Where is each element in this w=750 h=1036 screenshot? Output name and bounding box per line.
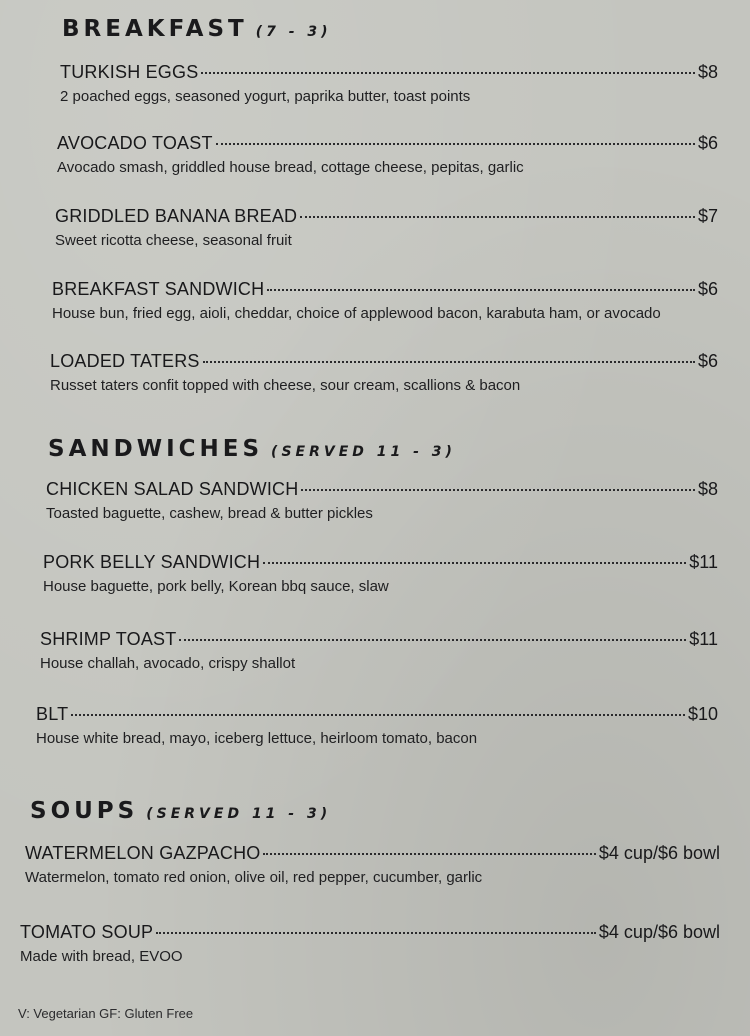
- section-hours: (SERVED 11 - 3): [146, 806, 332, 822]
- menu-item-watermelon-gazpacho: [25, 843, 720, 886]
- item-name: TOMATO SOUP: [20, 922, 154, 942]
- item-description: House baguette, pork belly, Korean bbq sauce, slaw: [43, 578, 389, 595]
- menu-item-pork-belly-sandwich: [43, 552, 718, 595]
- dotted-leader: [263, 852, 595, 855]
- section-heading-breakfast: [62, 16, 332, 42]
- section-title: SANDWICHES: [48, 436, 264, 462]
- item-price: $11: [689, 552, 718, 572]
- item-price: $4 cup/$6 bowl: [598, 843, 720, 863]
- dotted-leader: [71, 713, 685, 716]
- section-hours: (7 - 3): [255, 24, 332, 40]
- dotted-leader: [201, 71, 695, 74]
- dietary-legend: V: Vegetarian GF: Gluten Free: [18, 1006, 194, 1021]
- section-heading-sandwiches: [48, 436, 456, 462]
- menu-item-loaded-taters: [50, 351, 718, 394]
- item-name: BLT: [36, 704, 69, 724]
- item-name: CHICKEN SALAD SANDWICH: [46, 479, 299, 499]
- item-price: $7: [697, 206, 718, 226]
- item-name: GRIDDLED BANANA BREAD: [55, 206, 298, 226]
- item-name: TURKISH EGGS: [60, 62, 199, 82]
- menu-item-tomato-soup: [20, 922, 720, 965]
- item-description: 2 poached eggs, seasoned yogurt, paprika butter, toast points: [60, 88, 471, 105]
- dotted-leader: [263, 561, 686, 564]
- menu-item-griddled-banana-bread: [55, 206, 718, 249]
- item-price: $8: [697, 479, 718, 499]
- item-price: $11: [689, 629, 718, 649]
- dotted-leader: [301, 488, 695, 491]
- menu-item-blt: [36, 704, 718, 747]
- item-name: LOADED TATERS: [50, 351, 200, 371]
- item-name: SHRIMP TOAST: [40, 629, 177, 649]
- item-description: Russet taters confit topped with cheese, sour cream, scallions & bacon: [50, 377, 521, 394]
- menu-item-avocado-toast: [57, 133, 718, 176]
- item-description: Toasted baguette, cashew, bread & butter pickles: [46, 505, 373, 522]
- section-title: BREAKFAST: [62, 16, 248, 42]
- dotted-leader: [267, 288, 695, 291]
- dotted-leader: [156, 931, 596, 934]
- menu-item-shrimp-toast: [40, 629, 718, 672]
- item-price: $6: [697, 351, 718, 371]
- section-hours: (SERVED 11 - 3): [271, 444, 456, 460]
- item-description: Watermelon, tomato red onion, olive oil, red pepper, cucumber, garlic: [25, 869, 483, 886]
- dotted-leader: [179, 638, 686, 641]
- item-price: $6: [697, 279, 718, 299]
- item-price: $8: [697, 62, 718, 82]
- section-heading-soups: [30, 798, 331, 824]
- menu-item-breakfast-sandwich: [52, 279, 718, 322]
- item-description: House challah, avocado, crispy shallot: [40, 655, 296, 672]
- item-price: $10: [687, 704, 718, 724]
- item-price: $4 cup/$6 bowl: [598, 922, 720, 942]
- item-description: Made with bread, EVOO: [20, 948, 183, 965]
- item-description: House white bread, mayo, iceberg lettuce, heirloom tomato, bacon: [36, 730, 478, 747]
- item-description: House bun, fried egg, aioli, cheddar, choice of applewood bacon, karabuta ham, or avocado: [52, 305, 661, 322]
- menu-item-turkish-eggs: [60, 62, 718, 105]
- dotted-leader: [300, 215, 695, 218]
- item-name: PORK BELLY SANDWICH: [43, 552, 261, 572]
- item-price: $6: [697, 133, 718, 153]
- menu-item-chicken-salad-sandwich: [46, 479, 718, 522]
- section-title: SOUPS: [30, 798, 139, 824]
- item-description: Sweet ricotta cheese, seasonal fruit: [55, 232, 292, 249]
- item-name: BREAKFAST SANDWICH: [52, 279, 265, 299]
- item-name: WATERMELON GAZPACHO: [25, 843, 261, 863]
- dotted-leader: [203, 360, 695, 363]
- item-description: Avocado smash, griddled house bread, cottage cheese, pepitas, garlic: [57, 159, 524, 176]
- item-name: AVOCADO TOAST: [57, 133, 213, 153]
- dotted-leader: [216, 142, 695, 145]
